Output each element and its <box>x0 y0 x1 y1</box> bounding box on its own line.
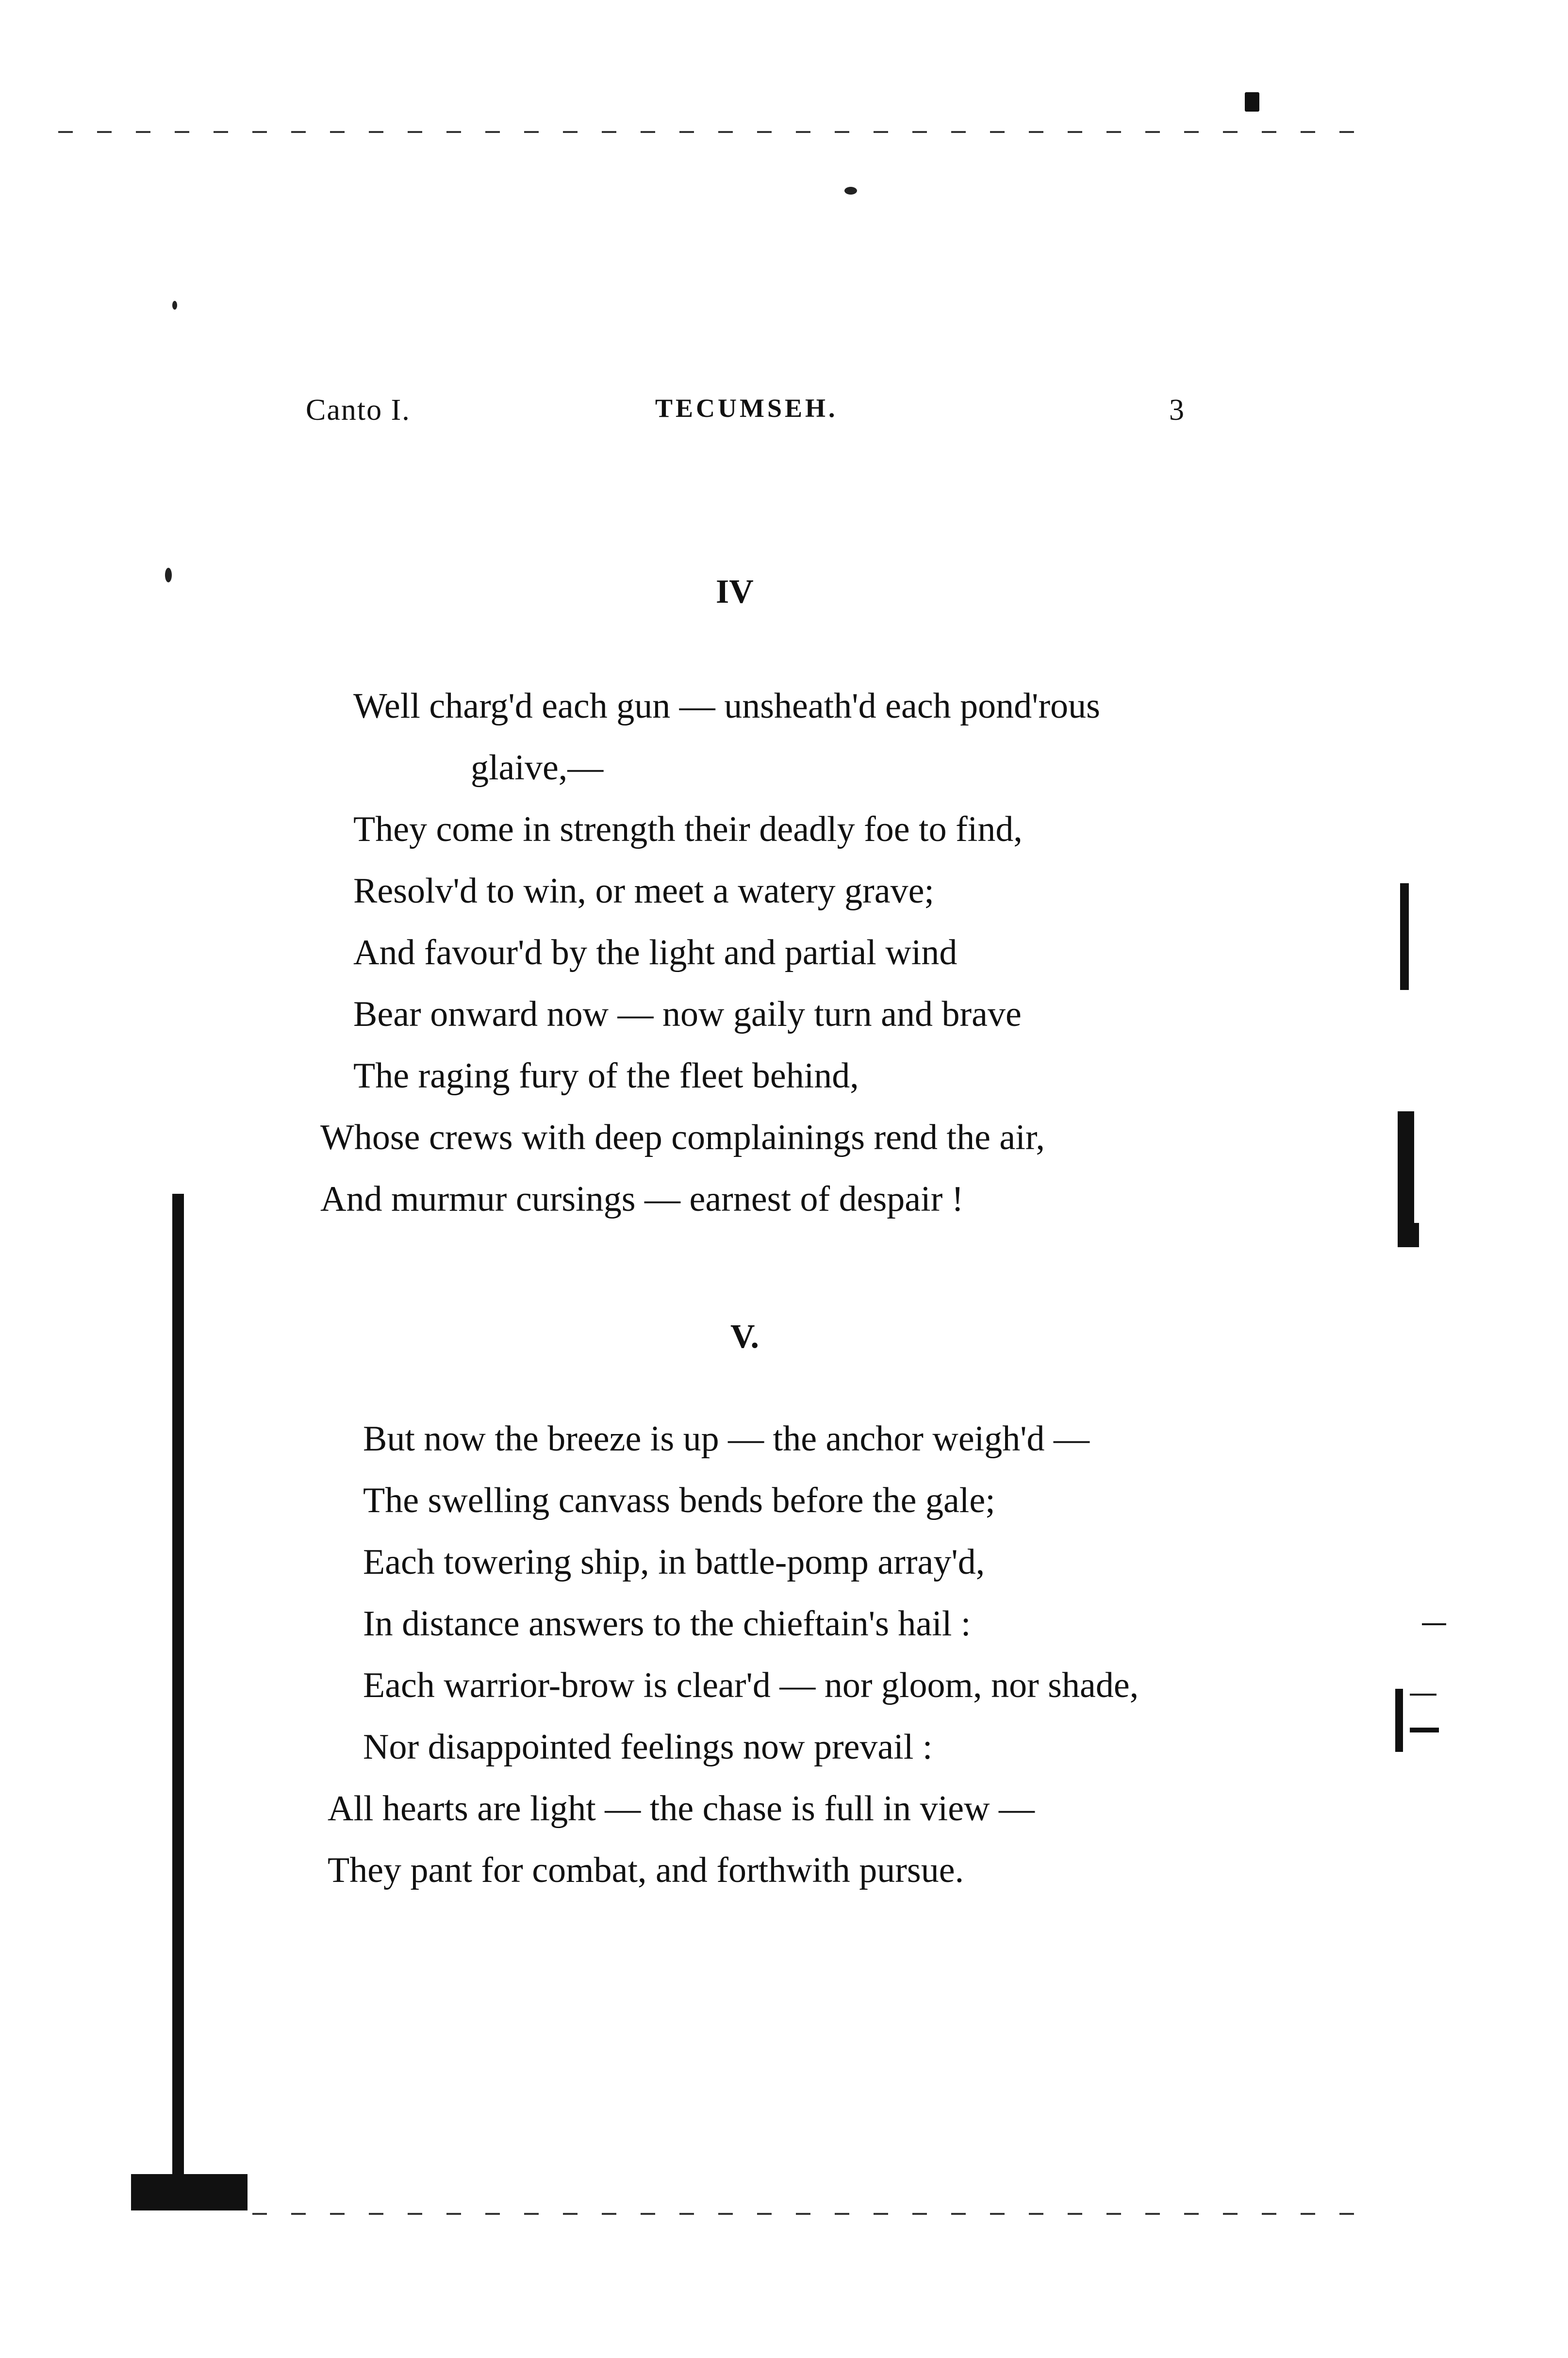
top-scan-noise <box>58 131 1369 133</box>
ink-speck <box>844 187 857 195</box>
right-edge-mark <box>1422 1623 1446 1625</box>
running-head-title: TECUMSEH. <box>655 394 838 423</box>
left-binding-shadow-base <box>131 2174 248 2210</box>
page-number: 3 <box>1169 394 1184 427</box>
verse-line: The raging fury of the fleet behind, <box>353 1056 859 1096</box>
verse-line: glaive,— <box>471 748 604 788</box>
right-edge-mark <box>1410 1728 1439 1732</box>
running-head-canto: Canto I. <box>306 394 411 427</box>
verse-line: They pant for combat, and forthwith pursue. <box>328 1850 964 1890</box>
verse-line: Each towering ship, in battle-pomp array'd, <box>363 1542 985 1582</box>
verse-line: Nor disappointed feelings now prevail : <box>363 1727 933 1767</box>
bottom-scan-noise <box>252 2213 1369 2215</box>
verse-line: In distance answers to the chieftain's hail : <box>363 1604 971 1644</box>
ink-speck <box>165 568 172 582</box>
verse-line: And murmur cursings — earnest of despair ! <box>320 1179 964 1219</box>
right-edge-mark <box>1410 1694 1436 1696</box>
verse-line: And favour'd by the light and partial wind <box>353 933 957 973</box>
left-binding-shadow <box>172 1194 184 2203</box>
stanza-number: IV <box>716 573 754 610</box>
verse-line: Whose crews with deep complainings rend the air, <box>320 1118 1045 1157</box>
stanza-number: V. <box>730 1318 759 1355</box>
right-edge-mark <box>1398 1223 1419 1247</box>
verse-line: Bear onward now — now gaily turn and brave <box>353 994 1022 1034</box>
verse-line: They come in strength their deadly foe to find, <box>353 809 1023 849</box>
right-edge-mark <box>1398 1111 1414 1223</box>
running-head <box>306 393 1184 437</box>
verse-line: But now the breeze is up — the anchor weigh'd — <box>363 1419 1090 1459</box>
verse-line: Well charg'd each gun — unsheath'd each pond'rous <box>353 686 1100 726</box>
ink-speck <box>172 301 177 310</box>
right-edge-mark <box>1400 883 1409 990</box>
verse-line: The swelling canvass bends before the gale; <box>363 1481 995 1520</box>
verse-line: Each warrior-brow is clear'd — nor gloom, nor shade, <box>363 1665 1139 1705</box>
right-edge-mark <box>1395 1689 1403 1752</box>
verse-line: Resolv'd to win, or meet a watery grave; <box>353 871 934 911</box>
verse-line: All hearts are light — the chase is full in view — <box>328 1789 1035 1829</box>
top-ink-mark <box>1245 92 1259 112</box>
